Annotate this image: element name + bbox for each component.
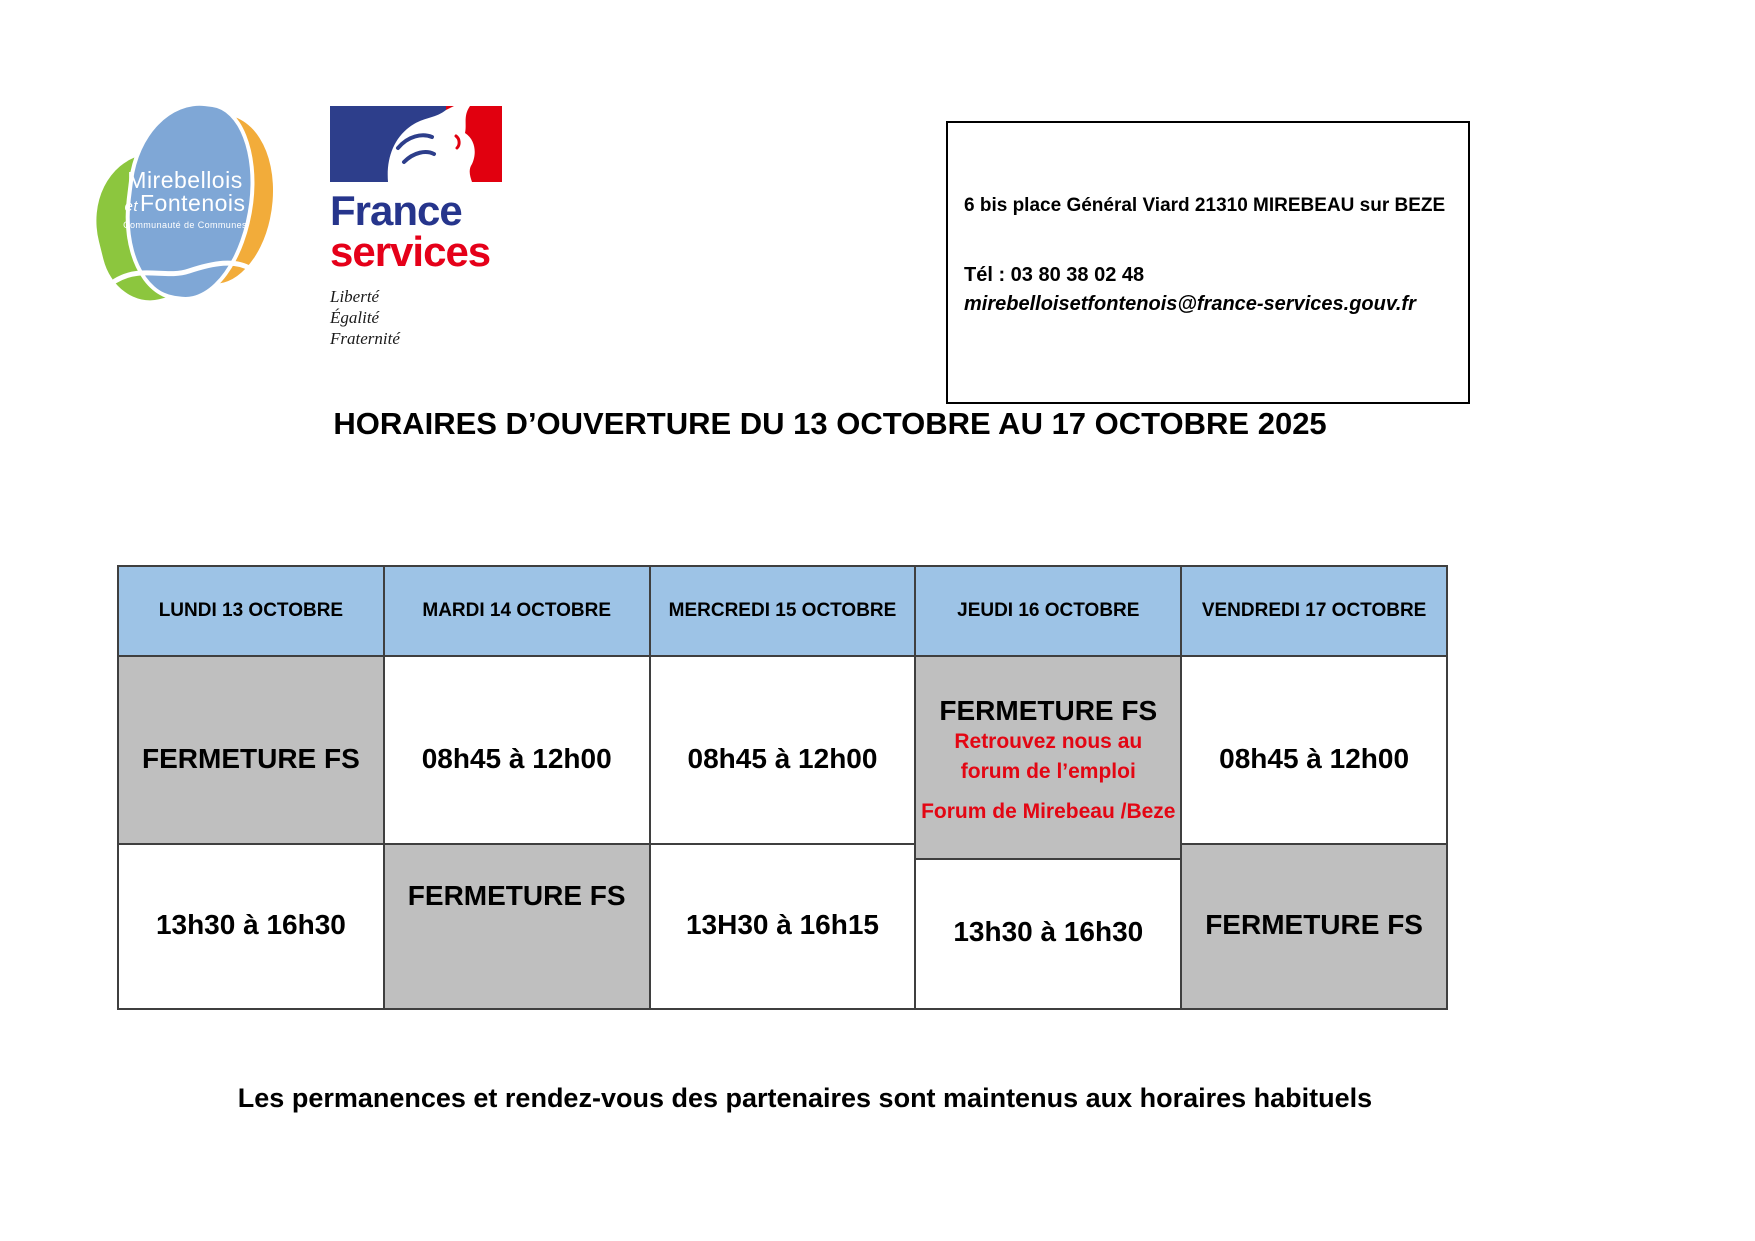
logo-subtitle: Communauté de Communes — [123, 219, 247, 230]
opening-hours-table — [117, 565, 1448, 1010]
column-vendredi — [1180, 567, 1446, 1008]
mercredi-morning-cell — [651, 655, 915, 843]
mardi-afternoon-cell — [385, 843, 649, 1008]
lundi-morning-cell — [119, 655, 383, 843]
motto-liberte: Liberté — [330, 286, 380, 306]
mercredi-morning-value: 08h45 à 12h00 — [687, 743, 878, 774]
jeudi-morning-value: FERMETURE FS — [939, 695, 1158, 727]
mercredi-afternoon-value: 13H30 à 16h15 — [685, 908, 880, 940]
email-line: mirebelloisetfontenois@france-services.gouv.fr — [964, 293, 1416, 315]
logo-wave-line — [113, 255, 253, 289]
services-wordmark: services — [330, 228, 491, 275]
contact-info-text — [964, 195, 1460, 316]
page-title: HORAIRES D’OUVERTURE DU 13 OCTOBRE AU 17 OCTOBRE 2025 — [333, 406, 1327, 441]
header-lundi: LUNDI 13 OCTOBRE — [119, 567, 383, 655]
logo-text-block — [101, 169, 269, 230]
vendredi-afternoon-value: FERMETURE FS — [1205, 908, 1423, 940]
column-jeudi — [914, 567, 1180, 1008]
lundi-morning-value: FERMETURE FS — [142, 743, 360, 774]
column-mardi — [383, 567, 649, 1008]
column-mercredi — [649, 567, 915, 1008]
jeudi-morning-cell — [916, 655, 1180, 858]
header-vendredi: VENDREDI 17 OCTOBRE — [1182, 567, 1446, 655]
mercredi-afternoon-cell — [651, 843, 915, 1008]
jeudi-afternoon-cell — [916, 858, 1180, 1008]
mardi-morning-cell — [385, 655, 649, 843]
mirebellois-fontenois-logo — [95, 103, 275, 315]
france-services-logo — [330, 106, 540, 350]
jeudi-forum-location: Forum de Mirebeau /Beze — [921, 799, 1176, 823]
header-mardi: MARDI 14 OCTOBRE — [385, 567, 649, 655]
logo-name-line2 — [101, 192, 269, 215]
vendredi-afternoon-cell — [1182, 843, 1446, 1008]
partners-note: Les permanences et rendez-vous des partenaires sont maintenus aux horaires habituels — [237, 1083, 1373, 1113]
logo-fontenois: Fontenois — [140, 190, 246, 217]
mardi-morning-value: 08h45 à 12h00 — [421, 743, 612, 774]
marianne-flag-icon — [330, 106, 502, 182]
column-lundi — [119, 567, 383, 1008]
header-mercredi: MERCREDI 15 OCTOBRE — [651, 567, 915, 655]
logo-name-line1: Mirebellois — [127, 167, 243, 193]
republic-motto — [330, 286, 540, 350]
phone-line: Tél : 03 80 38 02 48 — [964, 264, 1145, 286]
motto-fraternite: Fraternité — [330, 329, 400, 349]
jeudi-afternoon-value: 13h30 à 16h30 — [953, 916, 1144, 947]
motto-egalite: Égalité — [330, 308, 380, 328]
header-jeudi: JEUDI 16 OCTOBRE — [916, 567, 1180, 655]
france-wordmark: France — [330, 187, 462, 234]
contact-info-box — [946, 121, 1470, 404]
address-line: 6 bis place Général Viard 21310 MIREBEAU sur BEZE — [964, 195, 1446, 216]
mardi-afternoon-value: FERMETURE FS — [407, 879, 626, 911]
vendredi-morning-value: 08h45 à 12h00 — [1219, 743, 1410, 774]
vendredi-morning-cell — [1182, 655, 1446, 843]
jeudi-forum-note: Retrouvez nous au forum de l’emploi — [954, 730, 1143, 783]
lundi-afternoon-cell — [119, 843, 383, 1008]
logo-et: et — [124, 198, 138, 216]
lundi-afternoon-value: 13h30 à 16h30 — [155, 908, 346, 940]
